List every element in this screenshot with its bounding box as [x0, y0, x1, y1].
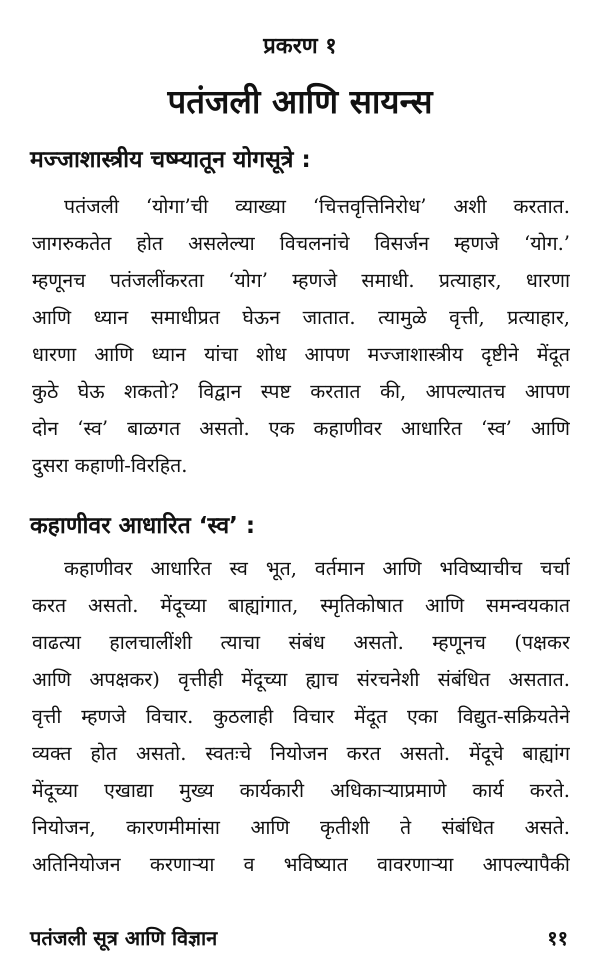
text-line: म्हणूनच पतंजलींकरता ‘योग’ म्हणजे समाधी. प्रत्याहार, धारणा: [32, 269, 570, 292]
section-heading-neuroscience: मज्जाशास्त्रीय चष्म्यातून योगसूत्रे :: [30, 147, 311, 173]
text-line: वृत्ती म्हणजे विचार. कुठलाही विचार मेंदूत एका विद्युत-सक्रियतेने: [32, 705, 570, 728]
text-line: वाढत्या हालचालींशी त्याचा संबंध असतो. म्हणूनच (पक्षकर: [32, 631, 570, 654]
text-line: करत असतो. मेंदूच्या बाह्यांगात, स्मृतिकोषात आणि समन्वयकात: [32, 594, 570, 617]
chapter-title: पतंजली आणि सायन्स: [167, 82, 433, 121]
text-line: आणि अपक्षकर) वृत्तीही मेंदूच्या ह्याच संरचनेशी संबंधित असतात.: [32, 668, 570, 691]
text-line: कुठे घेऊ शकतो? विद्वान स्पष्ट करतात की, आपल्यातच आपण: [32, 380, 570, 403]
text-line: मेंदूच्या एखाद्या मुख्य कार्यकारी अधिकाऱ्याप्रमाणे कार्य करते.: [32, 779, 570, 802]
text-line: पतंजली ‘योगा’ची व्याख्या ‘चित्तवृत्तिनिरोध’ अशी करतात.: [64, 195, 570, 218]
text-line: धारणा आणि ध्यान यांचा शोध आपण मज्जाशास्त्रीय दृष्टीने मेंदूत: [32, 343, 570, 366]
section-heading-narrative-self: कहाणीवर आधारित ‘स्व’ :: [30, 513, 256, 539]
footer-book-title: पतंजली सूत्र आणि विज्ञान: [30, 926, 218, 950]
text-line: अतिनियोजन करणाऱ्या व भविष्यात वावरणाऱ्या आपल्यापैकी: [32, 853, 570, 876]
chapter-label: प्रकरण १: [263, 34, 337, 59]
paragraph-narrative-self: [32, 550, 570, 883]
text-line: आणि ध्यान समाधीप्रत घेऊन जातात. त्यामुळे वृत्ती, प्रत्याहार,: [32, 306, 570, 329]
paragraph-neuroscience: [32, 188, 570, 484]
text-line: दोन ‘स्व’ बाळगत असतो. एक कहाणीवर आधारित ‘स्व’ आणि: [32, 417, 570, 440]
text-line: व्यक्त होत असतो. स्वतःचे नियोजन करत असतो. मेंदूचे बाह्यांग: [32, 742, 570, 765]
text-line: नियोजन, कारणमीमांसा आणि कृतीशी ते संबंधित असते.: [32, 816, 570, 839]
text-line: कहाणीवर आधारित स्व भूत, वर्तमान आणि भविष्याचीच चर्चा: [64, 557, 570, 580]
text-line: जागरुकतेत होत असलेल्या विचलनांचे विसर्जन म्हणजे ‘योग.’: [32, 232, 570, 255]
text-line: दुसरा कहाणी-विरहित.: [32, 454, 188, 477]
page-number: ११: [547, 926, 568, 950]
